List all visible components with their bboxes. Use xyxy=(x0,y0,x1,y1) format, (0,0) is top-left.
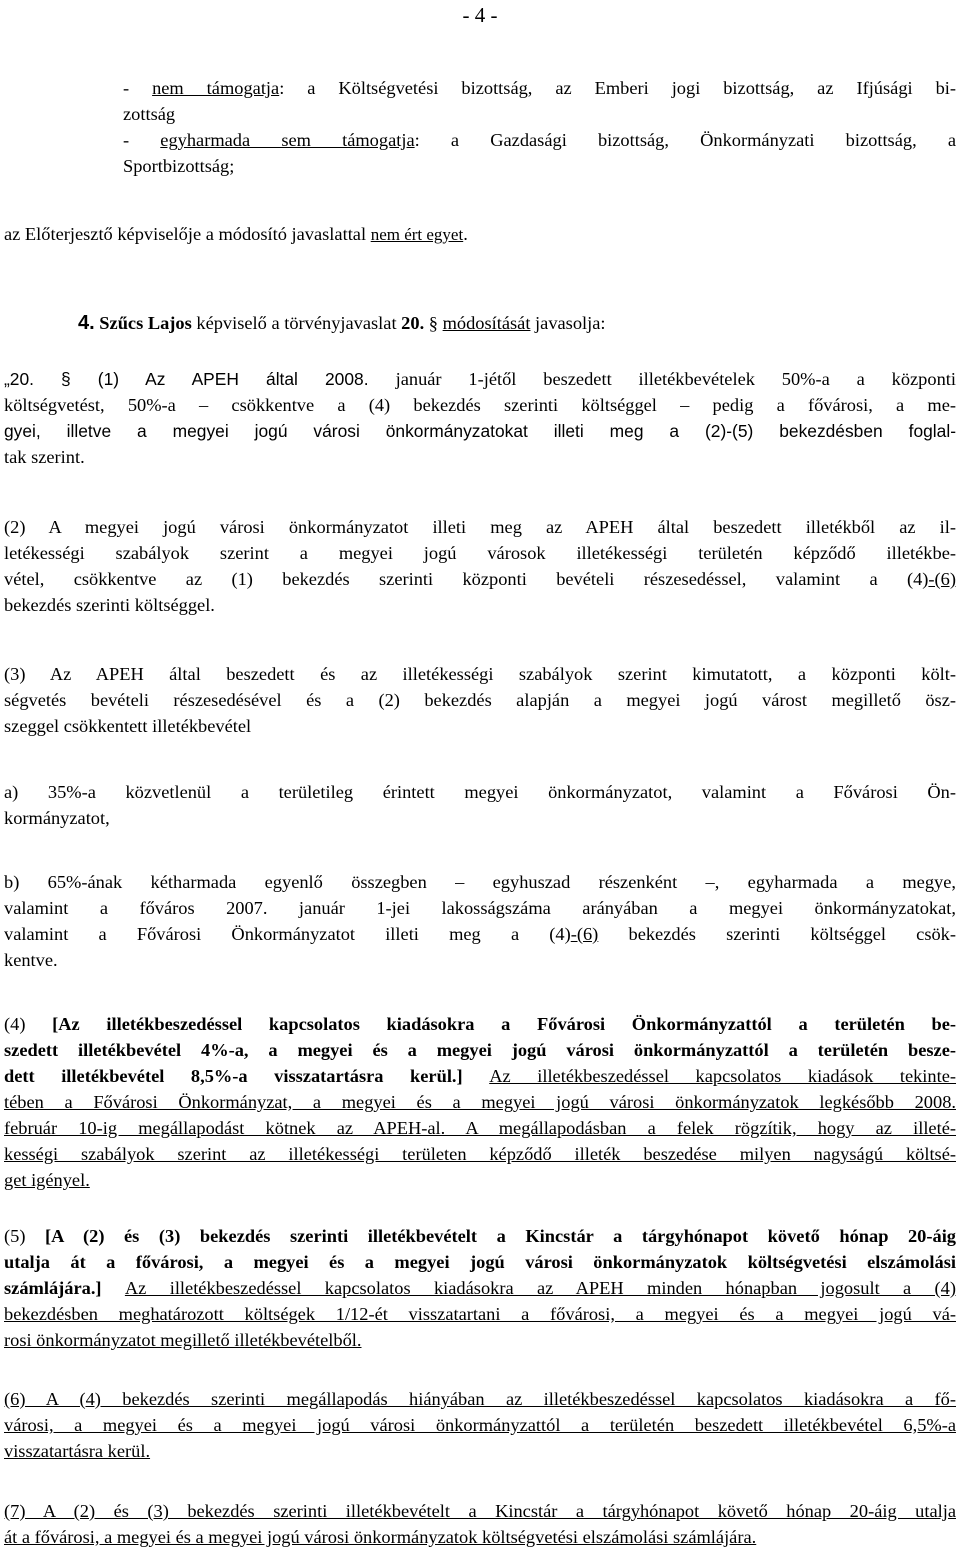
committee-line-4: Sportbizottság; xyxy=(123,156,235,176)
proposer-paragraph: az Előterjesztő képviselője a módosító javaslattal nem ért egyet. xyxy=(4,224,468,244)
paragraph-7: (7) A (2) és (3) bekezdés szerinti illetékbevételt a Kincstár a tárgyhónapot követő hónap 20-áig utalja át a fővárosi, a megyei és a megyei jogú városi önkormányzatok költségvetési elszámolási számlájára. xyxy=(4,1501,956,1547)
page-number: - 4 - xyxy=(462,3,498,27)
committee-list xyxy=(123,75,956,179)
committee-line-1: - nem támogatja: a Költségvetési bizottság, az Emberi jogi bizottság, az Ifjúsági bi- xyxy=(123,78,956,98)
paragraph-2: (2) A megyei jogú városi önkormányzatot illeti meg az APEH által beszedett illetékből az il- letékességi szabályok szerint a megyei jogú városok illetékességi területén képződő illetékbe- vétel, csökkentve az (1) bekezdés szerinti központi bevételi részesedéssel, valamint a (4)-(6) bekezdés szerinti költséggel. xyxy=(4,517,956,615)
committee-line-2: zottság xyxy=(123,104,176,124)
paragraph-6: (6) A (4) bekezdés szerinti megállapodás hiányában az illetékbeszedéssel kapcsolatos kiadásokra a fő- városi, a megyei és a megyei jogú városi önkormányzattól a területén beszedett illetékbevétel 6,5%-a visszatartásra kerül. xyxy=(4,1389,956,1461)
paragraph-1: „20. § (1) Az APEH által 2008. január 1-jétől beszedett illetékbevételek 50%-a a központi költségvetést, 50%-a – csökkentve a (4) bekezdés szerinti költséggel – pedig a fővárosi, a me- gyei, illetve a megyei jogú városi önkormányzatokat illeti meg a (2)-(5) bekezdésben foglal- tak szerint. xyxy=(4,369,956,467)
paragraph-4: (4) [Az illetékbeszedéssel kapcsolatos kiadásokra a Fővárosi Önkormányzattól a területén be- szedett illetékbevétel 4%-a, a megyei és a megyei jogú városi önkormányzattól a területén beszе- dett illetékbevétel 8,5%-a visszatartásra kerül.] Az illetékbeszedéssel kapcsolatos kiadások tekinte- tében a Fővárosi Önkormányzat, a megyei és a megyei jogú városi önkormányzatok legkésőbb 2008. február 10-ig megállapodást kötnek az APEH-al. A megállapodásban a felek rögzítik, hogy az illeté- kességi szabályok szerint az illetékességi területen képződő illeték beszedése milyen nagyságú költsé- get igényel. xyxy=(4,1014,957,1190)
paragraph-3-item-a: a) 35%-a közvetlenül a területileg érintett megyei önkormányzatot, valamint a Fővárosi Ön- kormányzatot, xyxy=(4,782,956,828)
paragraph-3-item-b: b) 65%-ának kétharmada egyenlő összegben – egyhuszad részenként –, egyharmada a megye, valamint a főváros 2007. január 1-jei lakosságszáma arányában a megyei önkormányzatokat, valamint a Fővárosi Önkormányzatot illeti meg a (4)-(6) bekezdés szerinti költséggel csök- kentve. xyxy=(4,872,956,970)
committee-line-3: - egyharmada sem támogatja: a Gazdasági bizottság, Önkormányzati bizottság, a xyxy=(123,130,956,150)
paragraph-3: (3) Az APEH által beszedett és az illetékességi szabályok szerint kimutatott, a központi költ- ségvetés bevételi részesedésével és a (2) bekezdés alapján a megyei jogú várost megillető ösz- szeggel csökkentett illetékbevétel xyxy=(4,664,956,736)
paragraph-5: (5) [A (2) és (3) bekezdés szerinti illetékbevételt a Kincstár a tárgyhónapot követő hónap 20-áig utalja át a fővárosi, a megyei és a megyei jogú városi önkormányzatok költségvetési elszámolási számlájára.] Az illetékbeszedéssel kapcsolatos kiadásokra az APEH minden hónapban jogosult a (4) bekezdésben meghatározott költségek 1/12-ét visszatartani a fővárosi, a megyei és a megyei jogú vá- rosi önkormányzatot megillető illetékbevételből. xyxy=(4,1226,957,1350)
amendment-heading: 4. Szűcs Lajos képviselő a törvényjavaslat 20. § módosítását javasolja: xyxy=(78,312,606,334)
